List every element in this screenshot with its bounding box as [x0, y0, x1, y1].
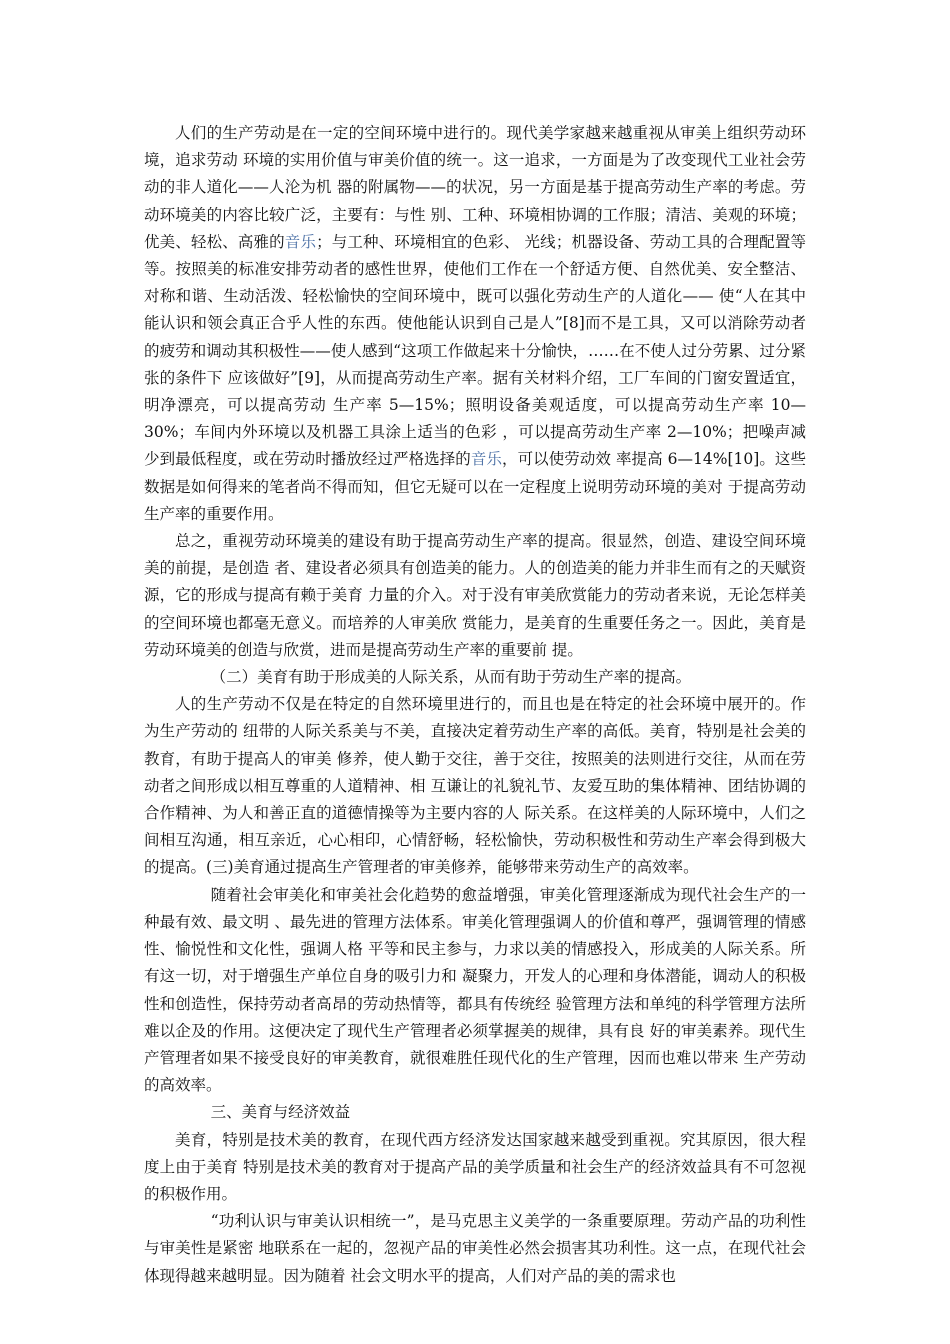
music-link[interactable]: 音乐 [470, 450, 503, 469]
paragraph-management: 随着社会审美化和审美社会化趋势的愈益增强，审美化管理逐渐成为现代社会生产的一种最有效、最文明 、最先进的管理方法体系。审美化管理强调人的价值和尊严，强调管理的情感性、愉悦性和文化性，强调人格 平等和民主参与，力求以美的情感投入，形成美的人际关系。所有这一切，对于增强生产单位自身的吸引力和 凝聚力，开发人的心理和身体潜能，调动人的积极性和创造性，保持劳动者高昂的劳动热情等，都具有传统经 验管理方法和单纯的科学管理方法所难以企及的作用。这便决定了现代生产管理者必须掌握美的规律，具有良 好的审美素养。现代生产管理者如果不接受良好的审美教育，就很难胜任现代化的生产管理，因而也难以带来 生产劳动的高效率。 [144, 885, 806, 1095]
document-body [144, 120, 806, 1290]
paragraph-technical-beauty: 美育，特别是技术美的教育，在现代西方经济发达国家越来越受到重视。究其原因，很大程度上由于美育 特别是技术美的教育对于提高产品的美学质量和社会生产的经济效益具有不可忽视的积极作用。 [144, 1130, 806, 1203]
section-heading-economic: 三、美育与经济效益 [210, 1103, 351, 1122]
paragraph-text: ；与工种、环境相宜的色彩、 光线；机器设备、劳动工具的合理配置等等。按照美的标准安排劳动者的感性世界，使他们工作在一个舒适方便、自然优美、安全整洁、对称和谐、生动活泼、轻松愉快的空间环境中，既可以强化劳动生产的人道化—— 使“人在其中能认识和领会真正合乎人性的东西。使他能认识到自己是人”[8]而不是工具，又可以消除劳动者 的疲劳和调动其积极性——使人感到“这项工作做起来十分愉快，……在不使人过分劳累、过分紧张的条件下 应该做好”[9]，从而提高劳动生产率。据有关材料介绍，工厂车间的门窗安置适宜，明净漂亮，可以提高劳动 生产率 5—15%；照明设备美观适度，可以提高劳动生产率 10—30%；车间内外环境以及机器工具涂上适当的色彩 ，可以提高劳动生产率 2—10%；把噪声减少到最低程度，或在劳动时播放经过严格选择的 [144, 232, 806, 469]
paragraph-utility-aesthetics: “功利认识与审美认识相统一”，是马克思主义美学的一条重要原理。劳动产品的功利性与审美性是紧密 地联系在一起的，忽视产品的审美性必然会损害其功利性。这一点，在现代社会体现得越来越明显。因为随着 社会文明水平的提高，人们对产品的美的需求也 [144, 1212, 806, 1285]
paragraph-text: ，可以使劳动效 率提高 6—14%[10]。这些数据是如何得来的笔者尚不得而知，但它无疑可以在一定程度上说明劳动环境的美对 于提高劳动生产率的重要作用。 [144, 450, 806, 523]
paragraph-text: 人们的生产劳动是在一定的空间环境中进行的。现代美学家越来越重视从审美上组织劳动环境，追求劳动 环境的实用价值与审美价值的统一。这一追求，一方面是为了改变现代工业社会劳动的非人道化——人沦为机 器的附属物——的状况，另一方面是基于提高劳动生产率的考虑。劳动环境美的内容比较广泛，主要有：与性 别、工种、环境相协调的工作服；清洁、美观的环境；优美、轻松、高雅的 [144, 124, 806, 251]
paragraph-work-environment [144, 120, 806, 528]
section-heading-interpersonal: （二）美育有助于形成美的人际关系，从而有助于劳动生产率的提高。 [210, 668, 692, 687]
paragraph-summary: 总之，重视劳动环境美的建设有助于提高劳动生产率的提高。很显然，创造、建设空间环境美的前提，是创造 者、建设者必须具有创造美的能力。人的创造美的能力并非生而有之的天赋资源，它的形成与提高有赖于美育 力量的介入。对于没有审美欣赏能力的劳动者来说，无论怎样美的空间环境也都毫无意义。而培养的人审美欣 赏能力，是美育的生重要任务之一。因此，美育是劳动环境美的创造与欣赏，进而是提高劳动生产率的重要前 提。 [144, 532, 806, 659]
music-link[interactable]: 音乐 [284, 232, 317, 251]
paragraph-interpersonal: 人的生产劳动不仅是在特定的自然环境里进行的，而且也是在特定的社会环境中展开的。作为生产劳动的 纽带的人际关系美与不美，直接决定着劳动生产率的高低。美育，特别是社会美的教育，有助于提高人的审美 修养，使人勤于交往，善于交往，按照美的法则进行交往，从而在劳动者之间形成以相互尊重的人道精神、相 互谦让的礼貌礼节、友爱互助的集体精神、团结协调的合作精神、为人和善正直的道德情操等为主要内容的人 际关系。在这样美的人际环境中，人们之间相互沟通，相互亲近，心心相印，心情舒畅，轻松愉快，劳动积极性和劳动生产率会得到极大的提高。(三)美育通过提高生产管理者的审美修养，能够带来劳动生产的高效率。 [144, 695, 806, 877]
